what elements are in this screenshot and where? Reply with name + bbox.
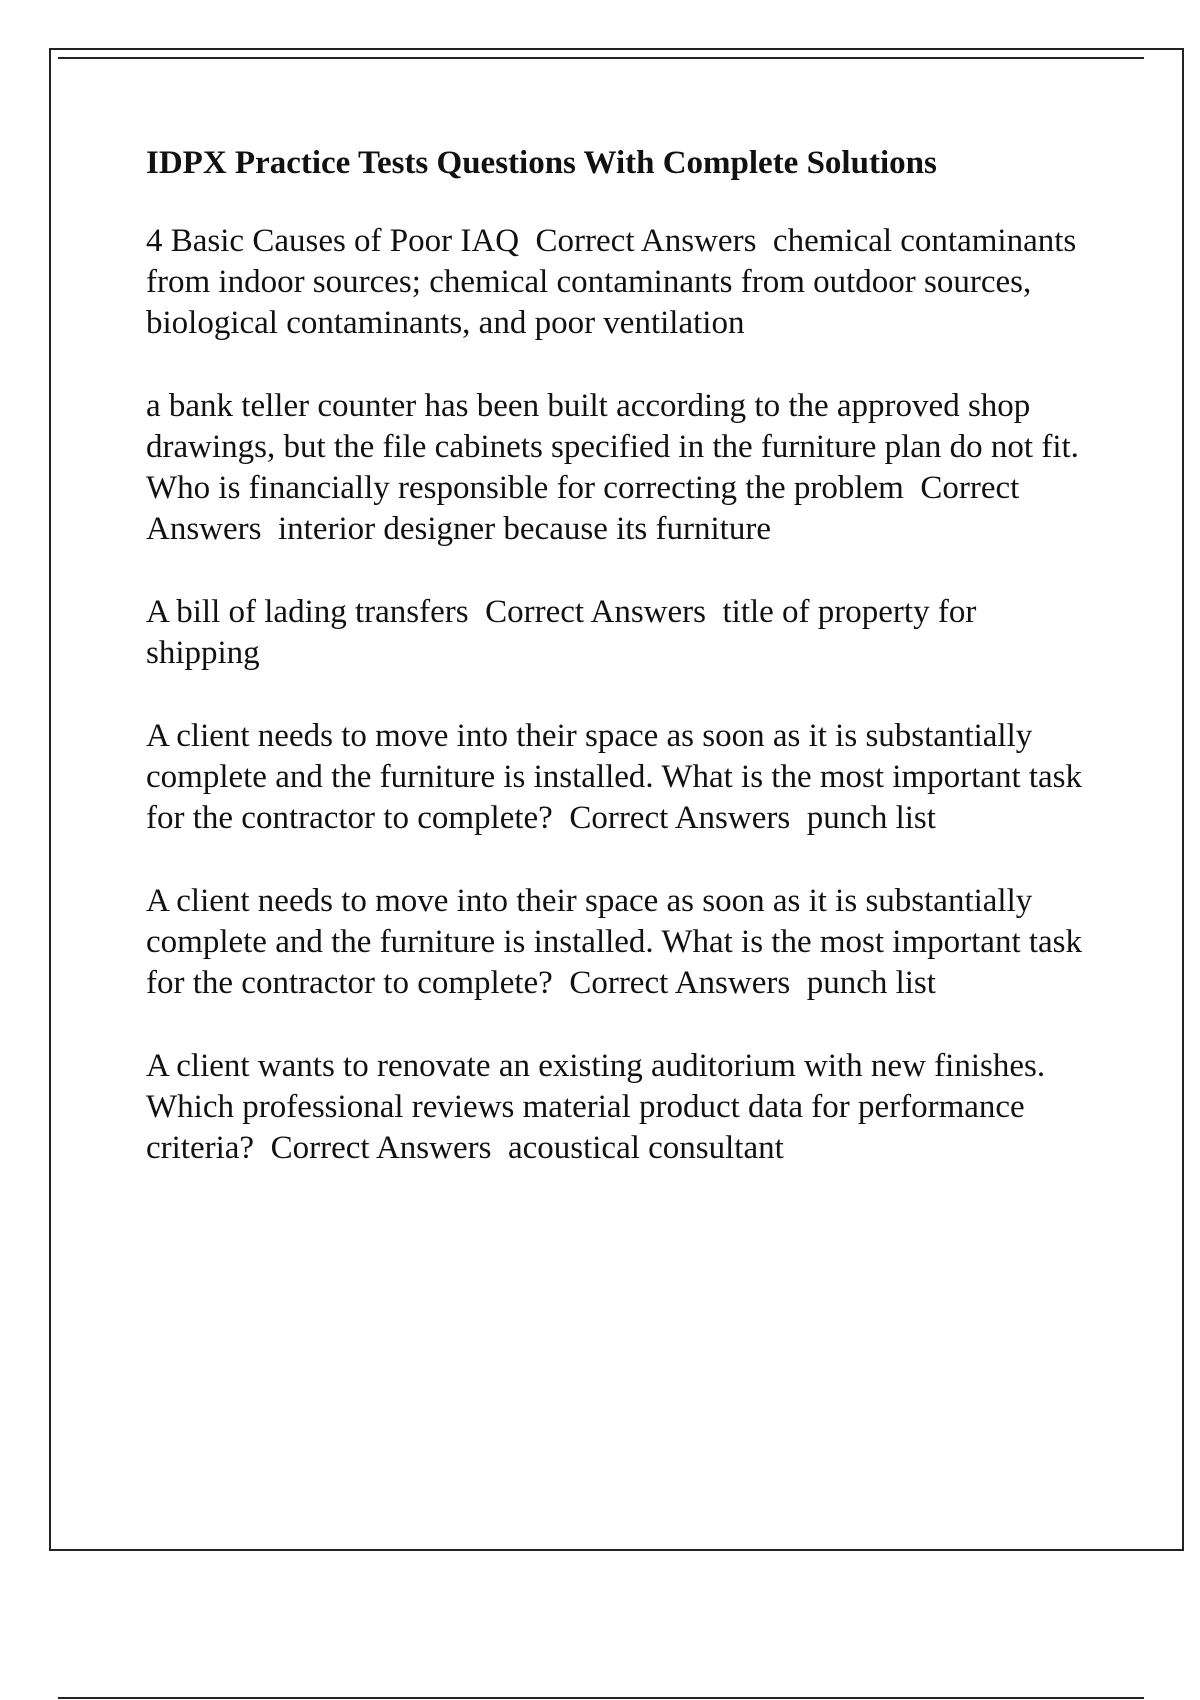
question-text: A bill of lading transfers	[146, 594, 469, 630]
correct-answers-label: Correct Answers	[146, 470, 1026, 547]
qa-item	[146, 386, 1086, 550]
document-content	[146, 143, 1091, 1211]
correct-answers-label: Correct Answers	[485, 594, 706, 630]
question-text: a bank teller counter has been built according to the approved shop drawings, but the file cabinets specified in the furniture plan do not fit. Who is financially responsible for correcting the problem	[146, 388, 1087, 506]
answer-text: punch list	[806, 965, 936, 1001]
correct-answers-label: Correct Answers	[270, 1130, 492, 1166]
answer-text: chemical contaminants from indoor sources; chemical contaminants from outdoor sources, biological contaminants, and poor ventilation	[146, 223, 1085, 341]
answer-text: punch list	[806, 800, 936, 836]
document-title: IDPX Practice Tests Questions With Complete Solutions	[146, 145, 937, 181]
answer-text: acoustical consultant	[507, 1130, 784, 1166]
qa-item	[146, 592, 1086, 674]
correct-answers-label: Correct Answers	[569, 800, 791, 836]
question-text: 4 Basic Causes of Poor IAQ	[146, 223, 520, 259]
bottom-rule	[58, 1697, 1144, 1699]
question-text: A client needs to move into their space as soon as it is substantially complete and the furniture is installed. What is the most important task for the contractor to complete?	[146, 718, 1091, 836]
answer-text: title of property for shipping	[146, 594, 985, 671]
question-text: A client needs to move into their space as soon as it is substantially complete and the furniture is installed. What is the most important task for the contractor to complete?	[146, 883, 1091, 1001]
answer-text: interior designer because its furniture	[277, 511, 771, 547]
correct-answers-label: Correct Answers	[569, 965, 791, 1001]
question-text: A client wants to renovate an existing auditorium with new finishes. Which professional reviews material product data for performance criteria?	[146, 1048, 1053, 1166]
qa-item	[146, 716, 1091, 839]
qa-item	[146, 221, 1086, 344]
correct-answers-label: Correct Answers	[535, 223, 757, 259]
qa-item	[146, 1046, 1086, 1169]
qa-item	[146, 881, 1091, 1004]
